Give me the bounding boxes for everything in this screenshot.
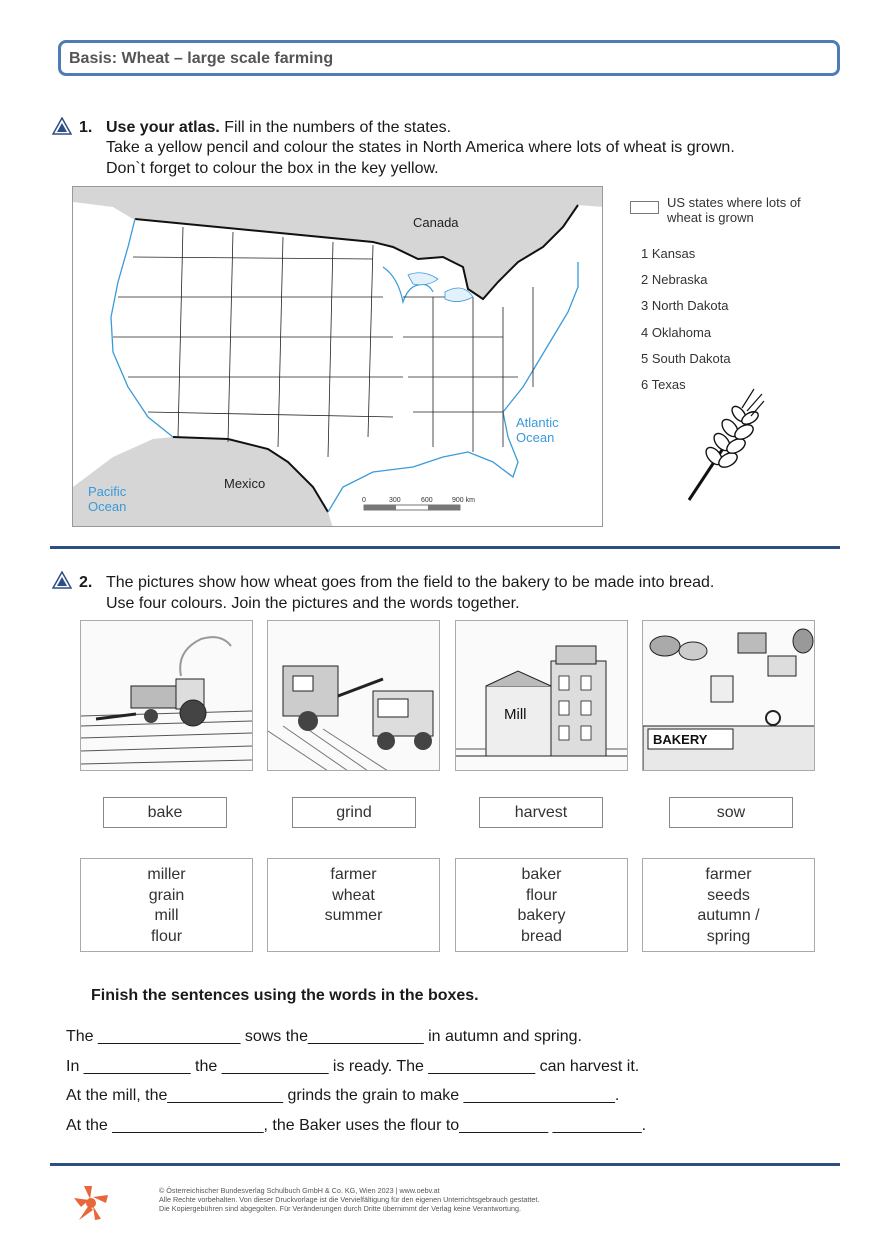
state-item-nebraska: 2 Nebraska [641, 272, 708, 287]
state-item-north-dakota: 3 North Dakota [641, 298, 729, 313]
key-label [667, 195, 801, 225]
word: flour [150, 927, 183, 945]
footer-line-2: Alle Rechte vorbehalten. Von dieser Druckvorlage ist die Vervielfältigung für den eigenen Unterrichtsgebrauch gestattet. [159, 1195, 540, 1204]
fill-sentence-4[interactable]: At the _________________, the Baker uses the flour to__________ __________. [66, 1117, 647, 1134]
picture-tractor-sowing[interactable] [80, 620, 253, 771]
state-item-oklahoma: 4 Oklahoma [641, 325, 712, 340]
map-label-pacific-1: Pacific [88, 484, 127, 499]
word-box-4[interactable] [642, 858, 815, 952]
task-difficulty-icon [52, 117, 72, 135]
mill-sign: Mill [504, 706, 527, 723]
footer-line-1: © Österreichischer Bundesverlag Schulbuch GmbH & Co. KG, Wien 2023 | www.oebv.at [159, 1186, 440, 1195]
word: miller [147, 866, 186, 883]
state-item-kansas: 1 Kansas [641, 246, 696, 261]
fill-sentence-2[interactable]: In ____________ the ____________ is ready. The ____________ can harvest it. [66, 1058, 640, 1075]
word: wheat [332, 886, 375, 904]
task1-line2: Take a yellow pencil and colour the states in North America where lots of wheat is grown. [106, 139, 735, 156]
section-divider-2 [50, 1163, 840, 1166]
word: seeds [707, 886, 750, 904]
map-label-atlantic-1: Atlantic [516, 415, 559, 430]
word: spring [706, 927, 751, 945]
word: grain [148, 886, 185, 904]
verb-box-harvest[interactable]: harvest [479, 797, 603, 828]
word: farmer [705, 866, 752, 883]
task1-lead: Use your atlas. [106, 119, 220, 136]
footer-line-3: Die Kopiergebühren sind abgegolten. Für Veränderungen durch Dritte übernimmt der Verlag keine Verantwortung. [159, 1204, 521, 1213]
word-box-2[interactable] [267, 858, 440, 952]
scale-tick-300: 300 [389, 497, 401, 504]
scale-tick-900: 900 km [452, 497, 475, 504]
map-label-canada: Canada [413, 215, 459, 230]
map-label-mexico: Mexico [224, 476, 266, 491]
publisher-logo-icon [71, 1183, 111, 1223]
section-divider-1 [50, 546, 840, 549]
task1-line1 [106, 119, 451, 137]
fill-sentence-1[interactable]: The ________________ sows the_____________ in autumn and spring. [66, 1028, 582, 1045]
bakery-sign: BAKERY [653, 732, 708, 747]
word: mill [154, 907, 179, 924]
word: baker [521, 866, 562, 883]
fill-sentence-3[interactable]: At the mill, the_____________ grinds the grain to make _________________. [66, 1087, 620, 1104]
task1-line1-rest: Fill in the numbers of the states. [219, 119, 452, 136]
verb-box-sow[interactable]: sow [669, 797, 793, 828]
map-label-pacific-2: Ocean [88, 499, 127, 514]
word: bakery [517, 907, 566, 924]
state-item-south-dakota: 5 South Dakota [641, 351, 731, 366]
usa-outline-map [72, 186, 603, 527]
sentence-instruction: Finish the sentences using the words in the boxes. [91, 987, 479, 1004]
word-box-3[interactable] [455, 858, 628, 952]
task2-number: 2. [79, 574, 93, 591]
task2-line1: The pictures show how wheat goes from the field to the bakery to be made into bread. [106, 574, 715, 591]
wheat-ear-icon [684, 386, 766, 504]
key-label-line1: US states where lots of [667, 195, 801, 210]
key-label-line2: wheat is grown [667, 210, 754, 225]
state-item-texas: 6 Texas [641, 377, 686, 392]
word: farmer [330, 866, 377, 883]
word: autumn / [697, 907, 760, 924]
picture-bakery[interactable] [642, 620, 815, 771]
task-difficulty-icon-2 [52, 571, 72, 589]
word: flour [525, 886, 558, 904]
picture-mill[interactable] [455, 620, 628, 771]
word: summer [324, 907, 383, 924]
scale-tick-0: 0 [362, 497, 366, 504]
word-box-1[interactable] [80, 858, 253, 952]
map-label-atlantic-2: Ocean [516, 430, 555, 445]
verb-box-grind[interactable]: grind [292, 797, 416, 828]
picture-harvesting[interactable] [267, 620, 440, 771]
key-color-box[interactable] [630, 201, 659, 214]
scale-tick-600: 600 [421, 497, 433, 504]
verb-box-bake[interactable]: bake [103, 797, 227, 828]
task1-line3: Don`t forget to colour the box in the key yellow. [106, 160, 439, 177]
task1-number: 1. [79, 119, 93, 136]
word: bread [521, 927, 562, 945]
footer-copyright [159, 1186, 539, 1213]
task2-line2: Use four colours. Join the pictures and the words together. [106, 595, 520, 612]
page-title: Basis: Wheat – large scale farming [69, 50, 334, 67]
